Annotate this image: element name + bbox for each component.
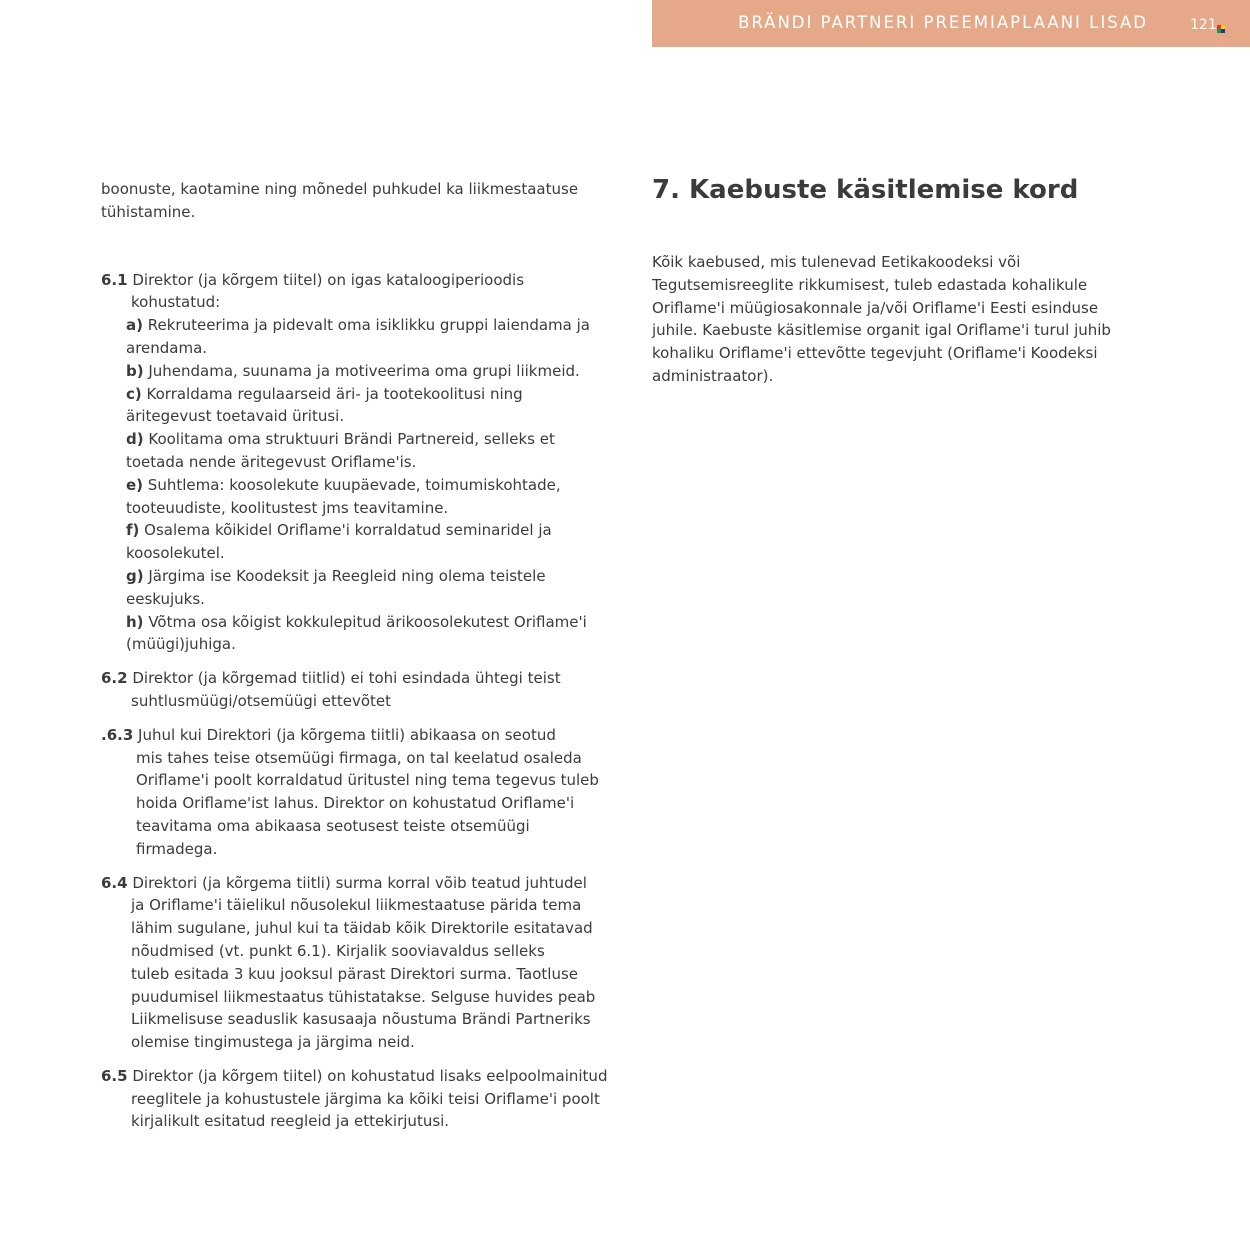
text-line: Oriflame'i poolt korraldatud üritustel ning tema tegevus tuleb — [136, 771, 599, 790]
section-first-line — [101, 667, 621, 690]
text-line: tooteuudiste, koolitustest jms teavitamine. — [126, 498, 449, 517]
section-number: 6.1 — [101, 270, 128, 289]
section-number: 6.5 — [101, 1066, 128, 1085]
header-band — [652, 0, 1250, 47]
right-column — [652, 170, 1132, 388]
section-6-1 — [101, 269, 621, 657]
section-7-heading: 7. Kaebuste käsitlemise kord — [652, 175, 1079, 205]
subitem-d — [101, 428, 621, 474]
section-number: .6.3 — [101, 725, 134, 744]
section-text: Direktor (ja kõrgem tiitel) on kohustatud lisaks eelpoolmainitud — [127, 1066, 608, 1085]
section-6-5 — [101, 1065, 621, 1133]
text-line: kohaliku Oriflame'i ettevõtte tegevjuht (Oriflame'i Koodeksi — [652, 344, 1098, 363]
subitem-line — [126, 383, 621, 406]
text-line: boonuste, kaotamine ning mõnedel puhkudel ka liikmestaatuse — [101, 180, 579, 198]
text-line: juhile. Kaebuste käsitlemise organit igal Oriflame'i turul juhib — [652, 321, 1111, 340]
text-line: mis tahes teise otsemüügi firmaga, on tal keelatud osaleda — [136, 748, 582, 767]
subitem-a — [101, 314, 621, 360]
section-6-3 — [101, 724, 621, 861]
text-line: kohustatud: — [131, 293, 221, 312]
text-line: arendama. — [126, 338, 208, 357]
subitem-letter: h) — [126, 612, 144, 631]
section-number: 6.2 — [101, 669, 128, 688]
text-line: nõudmised (vt. punkt 6.1). Kirjalik sooviavaldus selleks — [131, 941, 545, 960]
text-line: administraator). — [652, 366, 774, 385]
subitem-line — [126, 611, 621, 634]
text-line: hoida Oriflame'ist lahus. Direktor on kohustatud Oriflame'i — [136, 794, 575, 813]
subitem-f — [101, 519, 621, 565]
subitem-line — [126, 519, 621, 542]
subitem-text: Rekruteerima ja pidevalt oma isiklikku gruppi laiendama ja — [142, 316, 590, 335]
section-text: Direktori (ja kõrgema tiitli) surma korral võib teatud juhtudel — [127, 873, 587, 892]
running-header-title: BRÄNDI PARTNERI PREEMIAPLAANI LISAD — [738, 13, 1148, 32]
intro-paragraph — [101, 178, 621, 224]
subitem-g — [101, 565, 621, 611]
subitem-h — [101, 611, 621, 657]
subitem-letter: f) — [126, 521, 140, 540]
subitem-c — [101, 383, 621, 429]
subitem-text: Osalema kõikidel Oriflame'i korraldatud seminaridel ja — [139, 521, 552, 540]
text-line: kirjalikult esitatud reegleid ja ettekirjutusi. — [131, 1112, 450, 1131]
text-line: Oriflame'i müügiosakonnale ja/või Oriflame'i Eesti esinduse — [652, 298, 1099, 317]
text-line: Tegutsemisreeglite rikkumisest, tuleb edastada kohalikule — [652, 275, 1088, 294]
text-line: puudumisel liikmestaatus tühistatakse. Selguse huvides peab — [131, 987, 596, 1006]
subitem-text: Korraldama regulaarseid äri- ja tootekoolitusi ning — [141, 384, 523, 403]
subitem-letter: c) — [126, 384, 142, 403]
subitem-e — [101, 474, 621, 520]
print-color-mark — [1217, 25, 1225, 33]
text-line: suhtlusmüügi/otsemüügi ettevõtet — [131, 691, 392, 710]
left-column — [101, 178, 621, 1144]
page-number: 121 — [1190, 17, 1217, 33]
section-first-line — [101, 872, 621, 895]
text-line: eeskujuks. — [126, 589, 205, 608]
subitem-line — [126, 474, 621, 497]
subitem-text: Koolitama oma struktuuri Brändi Partnereid, selleks et — [143, 430, 555, 449]
text-line: äritegevust toetavaid üritusi. — [126, 407, 345, 426]
text-line: reeglitele ja kohustustele järgima ka kõiki teisi Oriflame'i poolt — [131, 1089, 600, 1108]
section-first-line — [101, 724, 621, 747]
text-line: teavitama oma abikaasa seotusest teiste otsemüügi — [136, 816, 530, 835]
section-6-2 — [101, 667, 621, 713]
section-first-line — [101, 1065, 621, 1088]
subitem-text: Võtma osa kõigist kokkulepitud ärikoosolekutest Oriflame'i — [143, 612, 587, 631]
section-text: Direktor (ja kõrgem tiitel) on igas kataloogiperioodis — [127, 270, 525, 289]
subitem-letter: d) — [126, 430, 144, 449]
text-line: (müügi)juhiga. — [126, 635, 236, 654]
text-line: ja Oriflame'i täielikul nõusolekul liikmestaatuse pärida tema — [131, 896, 582, 915]
subitem-text: Suhtlema: koosolekute kuupäevade, toimumiskohtade, — [143, 475, 561, 494]
section-text: Juhul kui Direktori (ja kõrgema tiitli) abikaasa on seotud — [133, 725, 556, 744]
subitem-letter: a) — [126, 316, 143, 335]
subitem-text: Järgima ise Koodeksit ja Reegleid ning olema teistele — [143, 566, 546, 585]
text-line: Kõik kaebused, mis tulenevad Eetikakoodeksi või — [652, 253, 1021, 271]
text-line: koosolekutel. — [126, 544, 225, 563]
text-line: Liikmelisuse seaduslik kasusaaja nõustuma Brändi Partneriks — [131, 1010, 591, 1029]
section-number: 6.4 — [101, 873, 128, 892]
section-6-4 — [101, 872, 621, 1054]
subitem-letter: b) — [126, 361, 144, 380]
subitem-letter: e) — [126, 475, 144, 494]
color-mark-swatch — [1221, 29, 1225, 33]
subitem-line — [126, 565, 621, 588]
subitem-line — [126, 314, 621, 337]
text-line: tühistamine. — [101, 202, 196, 221]
text-line: toetada nende äritegevust Oriflame'is. — [126, 452, 417, 471]
text-line: tuleb esitada 3 kuu jooksul pärast Direktori surma. Taotluse — [131, 964, 579, 983]
subitem-line — [126, 428, 621, 451]
subitem-line — [126, 360, 621, 383]
section-text: Direktor (ja kõrgemad tiitlid) ei tohi esindada ühtegi teist — [127, 669, 561, 688]
text-line: lähim sugulane, juhul kui ta täidab kõik Direktorile esitatavad — [131, 919, 593, 938]
subitem-b — [101, 360, 621, 383]
subitem-text: Juhendama, suunama ja motiveerima oma grupi liikmeid. — [143, 361, 580, 380]
text-line: firmadega. — [136, 839, 218, 858]
complaints-paragraph — [652, 251, 1132, 388]
text-line: olemise tingimustega ja järgima neid. — [131, 1033, 415, 1052]
section-first-line — [101, 269, 621, 292]
subitem-letter: g) — [126, 566, 144, 585]
